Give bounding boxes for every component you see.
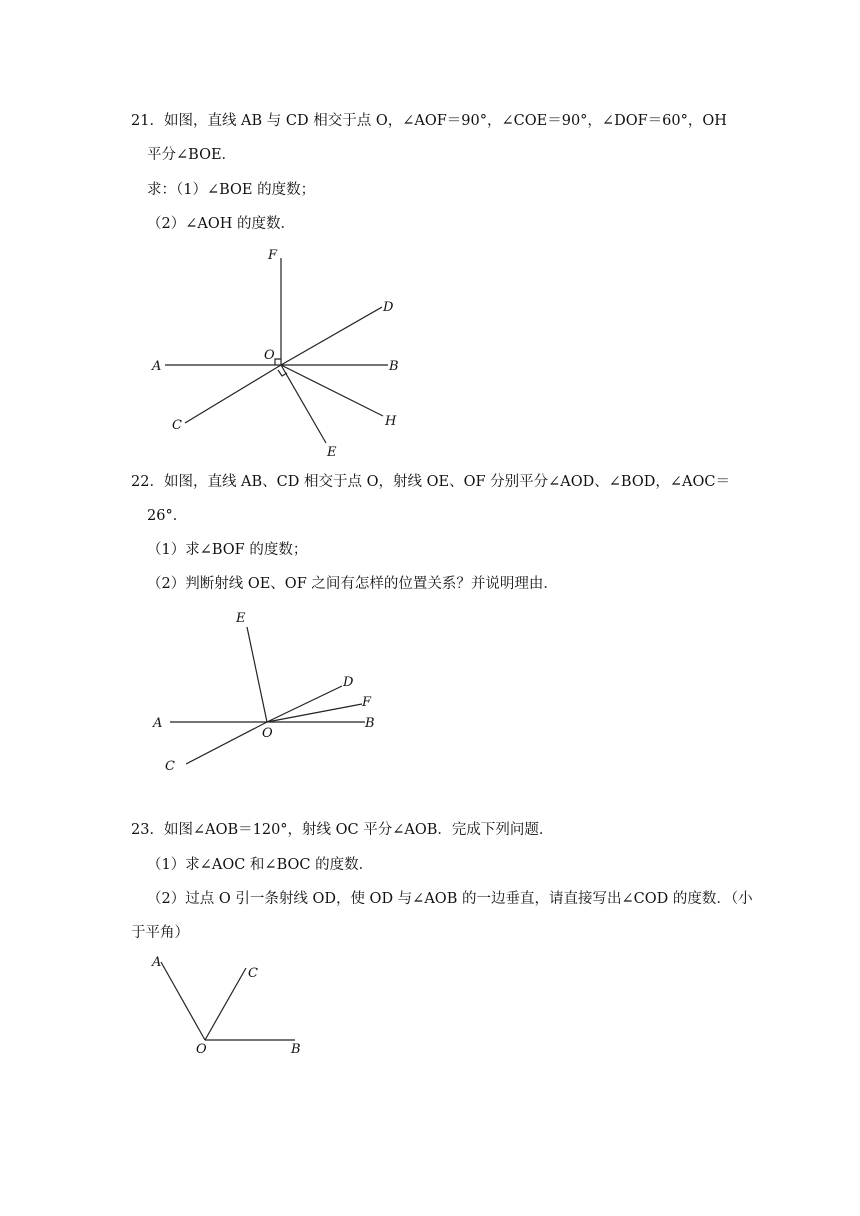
problem-21-line-2: 平分∠BOE．	[147, 147, 237, 163]
label-c: C	[248, 966, 258, 981]
label-o: O	[264, 348, 275, 363]
problem-21-line-4: （2）∠AOH 的度数．	[147, 216, 295, 232]
label-o: O	[196, 1042, 207, 1057]
problem-23-line-2: （1）求∠AOC 和∠BOC 的度数．	[147, 857, 374, 873]
problem-22-line-1: 22．如图，直线 AB、CD 相交于点 O，射线 OE、OF 分别平分∠AOD、∠BOD，∠AOC＝	[131, 474, 730, 490]
label-h: H	[385, 414, 397, 429]
label-d: D	[343, 675, 354, 690]
label-b: B	[291, 1042, 301, 1057]
label-e: E	[236, 611, 246, 626]
label-c: C	[172, 418, 182, 433]
label-b: B	[389, 359, 399, 374]
label-f: F	[268, 248, 278, 263]
label-c: C	[165, 759, 175, 774]
label-e: E	[327, 445, 337, 460]
label-f: F	[362, 695, 372, 710]
problem-22-line-4: （2）判断射线 OE、OF 之间有怎样的位置关系？并说明理由．	[147, 576, 558, 592]
problem-23-line-3: （2）过点 O 引一条射线 OD，使 OD 与∠AOB 的一边垂直，请直接写出∠COD 的度数．（小	[147, 891, 753, 907]
problem-21-line-3: 求：（1）∠BOE 的度数；	[147, 182, 316, 198]
label-a: A	[152, 359, 162, 374]
problem-23-line-1: 23．如图∠AOB＝120°，射线 OC 平分∠AOB．完成下列问题．	[131, 822, 554, 838]
label-a: A	[153, 716, 163, 731]
label-b: B	[365, 716, 375, 731]
problem-22-line-3: （1）求∠BOF 的度数；	[147, 542, 308, 558]
problem-21-line-1: 21．如图，直线 AB 与 CD 相交于点 O，∠AOF＝90°，∠COE＝90°，∠DOF＝60°，OH	[131, 113, 727, 129]
label-d: D	[383, 300, 394, 315]
problem-23-line-4: 于平角）	[131, 925, 189, 941]
ray-oc	[205, 968, 246, 1040]
problem-22-line-2: 26°．	[147, 508, 188, 524]
ray-oa	[161, 962, 205, 1040]
label-a: A	[152, 955, 162, 970]
label-o: O	[262, 726, 273, 741]
